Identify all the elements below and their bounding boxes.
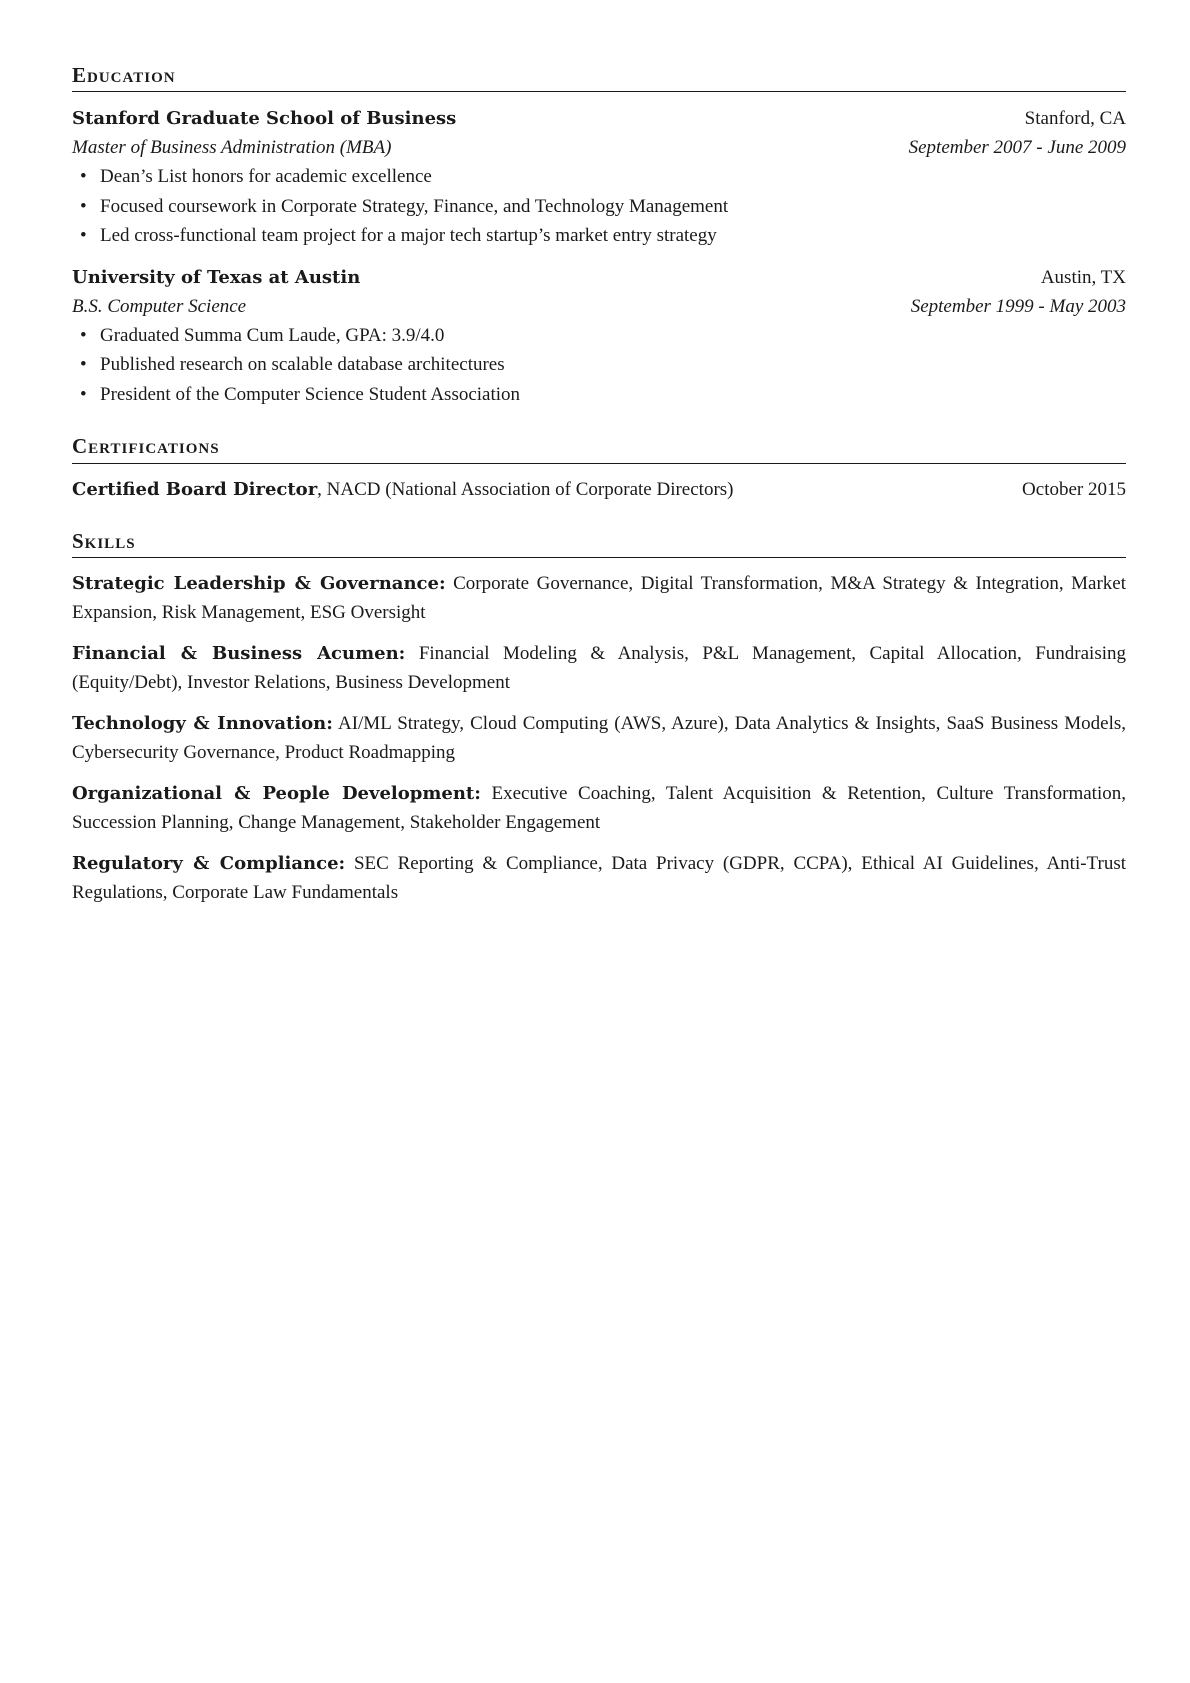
skill-group-label: Organizational & People Development: (72, 782, 481, 804)
skill-group-text: Corporate Governance, Digital Transformation, M&A Strategy & Integration, Market Expansion, Risk Management, ESG Oversight (72, 572, 1126, 624)
education-bullets (72, 162, 1126, 251)
skill-group-label: Regulatory & Compliance: (72, 852, 346, 874)
skills-section (72, 528, 1126, 908)
skill-group-label: Technology & Innovation: (72, 712, 333, 734)
skill-group (72, 709, 1126, 768)
skill-group (72, 779, 1126, 838)
skill-group-label: Financial & Business Acumen: (72, 642, 406, 664)
list-item: • Dean’s List honors for academic excellence (72, 162, 1126, 192)
skill-group (72, 849, 1126, 908)
list-item: • Published research on scalable database architectures (72, 350, 1126, 380)
skill-group-text: AI/ML Strategy, Cloud Computing (AWS, Azure), Data Analytics & Insights, SaaS Business Models, Cybersecurity Governance, Product Roadmapping (72, 712, 1126, 764)
certification-issuer: , NACD (National Association of Corporate Directors) (317, 478, 734, 500)
certifications-section (72, 433, 1126, 503)
degree-dates: September 1999 - May 2003 (910, 295, 1126, 317)
certification-item (72, 475, 1126, 504)
degree-dates: September 2007 - June 2009 (908, 137, 1126, 159)
certification-text (72, 475, 734, 504)
list-item: • Graduated Summa Cum Laude, GPA: 3.9/4.0 (72, 321, 1126, 351)
education-entry-subheader (72, 133, 1126, 162)
education-section (72, 62, 1126, 409)
school-name: University of Texas at Austin (72, 266, 361, 288)
certification-date: October 2015 (1022, 478, 1126, 500)
skill-group-text: Executive Coaching, Talent Acquisition & Retention, Culture Transformation, Succession Planning, Change Management, Stakeholder Engagement (72, 782, 1126, 834)
list-item: • Focused coursework in Corporate Strategy, Finance, and Technology Management (72, 192, 1126, 222)
education-entry-header (72, 104, 1126, 133)
resume-page (72, 62, 1126, 918)
school-location: Austin, TX (1040, 266, 1126, 288)
education-entry (72, 104, 1126, 251)
degree-name: B.S. Computer Science (72, 295, 247, 317)
school-name: Stanford Graduate School of Business (72, 108, 457, 130)
education-entry-header (72, 263, 1126, 292)
skills-heading: Skills (72, 528, 1126, 558)
education-entry-subheader (72, 292, 1126, 321)
skill-group-text: SEC Reporting & Compliance, Data Privacy (GDPR, CCPA), Ethical AI Guidelines, Anti-Trust Regulations, Corporate Law Fundamentals (72, 852, 1126, 904)
education-entry (72, 263, 1126, 410)
school-location: Stanford, CA (1024, 108, 1126, 130)
skill-group-label: Strategic Leadership & Governance: (72, 572, 446, 594)
certifications-heading: Certifications (72, 433, 1126, 463)
list-item: • Led cross-functional team project for a major tech startup’s market entry strategy (72, 221, 1126, 251)
degree-name: Master of Business Administration (MBA) (72, 137, 392, 159)
certification-name: Certified Board Director (72, 478, 318, 500)
skill-group (72, 569, 1126, 628)
education-bullets (72, 321, 1126, 410)
skill-group-text: Financial Modeling & Analysis, P&L Management, Capital Allocation, Fundraising (Equity/Debt), Investor Relations, Business Development (72, 642, 1126, 694)
skill-group (72, 639, 1126, 698)
education-heading: Education (72, 62, 1126, 92)
list-item: • President of the Computer Science Student Association (72, 380, 1126, 410)
